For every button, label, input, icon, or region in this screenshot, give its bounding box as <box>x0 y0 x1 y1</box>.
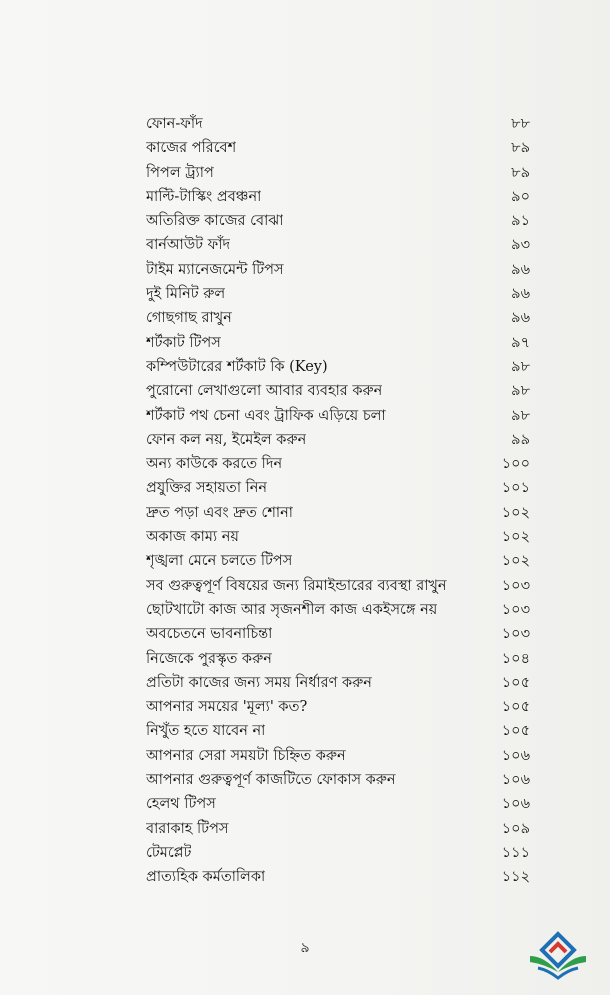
toc-entry-page: ১০৬ <box>501 772 530 789</box>
publisher-logo-icon <box>526 930 590 980</box>
toc-entry-page: ১০৩ <box>501 577 530 594</box>
toc-entry-title: আপনার সেরা সময়টা চিহ্নিত করুন <box>146 747 346 764</box>
toc-entry <box>146 501 530 525</box>
toc-entry <box>146 695 530 719</box>
toc-entry <box>146 574 530 598</box>
toc-entry-page: ১০৫ <box>501 699 530 716</box>
toc-entry-page: ৮৯ <box>511 140 530 157</box>
toc-entry-title: হেলথ টিপস <box>146 796 216 813</box>
toc-entry-title: অকাজ কাম্য নয় <box>146 529 239 546</box>
toc-entry-title: অন্য কাউকে করতে দিন <box>146 456 283 473</box>
toc-entry-title: ফোন-ফাঁদ <box>146 116 203 132</box>
toc-entry-page: ১০৬ <box>501 747 530 764</box>
toc-entry <box>146 379 530 403</box>
toc-entry-page: ১০৩ <box>501 626 530 643</box>
toc-entry-page: ১০৬ <box>501 796 530 813</box>
toc-entry <box>146 817 530 841</box>
toc-entry-title: পুরোনো লেখাগুলো আবার ব্যবহার করুন <box>146 383 383 400</box>
toc-entry <box>146 768 530 792</box>
toc-entry-title: গোছগাছ রাখুন <box>146 310 232 327</box>
toc-entry-title: কাজের পরিবেশ <box>146 140 237 157</box>
toc-entry-page: ১০২ <box>501 504 530 521</box>
toc-entry-page: ৯৬ <box>511 310 530 327</box>
toc-entry-title: অতিরিক্ত কাজের বোঝা <box>146 213 284 230</box>
toc-entry <box>146 233 530 257</box>
toc-entry-page: ৮৮ <box>511 116 530 132</box>
toc-entry-title: প্রযুক্তির সহায়তা নিন <box>146 480 268 497</box>
toc-entry <box>146 647 530 671</box>
toc-entry <box>146 112 530 136</box>
toc-entry <box>146 792 530 816</box>
toc-entry <box>146 671 530 695</box>
toc-entry <box>146 258 530 282</box>
toc-entry-title: শর্টকাট পথ চেনা এবং ট্রাফিক এড়িয়ে চলা <box>146 407 386 424</box>
toc-entry-title: নিজেকে পুরস্কৃত করুন <box>146 650 272 667</box>
toc-entry <box>146 525 530 549</box>
toc-entry <box>146 282 530 306</box>
toc-entry <box>146 161 530 185</box>
toc-entry-title: সব গুরুত্বপূর্ণ বিষয়ের জন্য রিমাইন্ডারের ব্যবস্থা রাখুন <box>146 577 447 594</box>
toc-entry-page: ৯৬ <box>511 286 530 303</box>
toc-entry <box>146 185 530 209</box>
toc-entry-title: দুই মিনিট রুল <box>146 286 226 303</box>
toc-entry-title: আপনার গুরুত্বপূর্ণ কাজটিতে ফোকাস করুন <box>146 772 396 789</box>
toc-entry <box>146 865 530 889</box>
toc-entry-page: ৯৭ <box>511 334 530 351</box>
toc-entry-title: নিখুঁত হতে যাবেন না <box>146 723 266 740</box>
toc-entry <box>146 622 530 646</box>
toc-entry <box>146 841 530 865</box>
toc-entry-title: শর্টকাট টিপস <box>146 334 221 351</box>
toc-entry-page: ৯১ <box>511 213 530 230</box>
toc-entry-page: ১০৫ <box>501 723 530 740</box>
toc-entry-title: কম্পিউটারের শর্টকাট কি (Key) <box>146 358 328 375</box>
toc-entry <box>146 598 530 622</box>
toc-entry-title: প্রতিটা কাজের জন্য সময় নির্ধারণ করুন <box>146 674 372 691</box>
toc-entry-page: ১০২ <box>501 529 530 546</box>
toc-entry <box>146 355 530 379</box>
toc-entry-title: টাইম ম্যানেজমেন্ট টিপস <box>146 261 284 278</box>
toc-entry <box>146 549 530 573</box>
toc-entry-title: শৃঙ্খলা মেনে চলতে টিপস <box>146 553 293 570</box>
toc-entry <box>146 744 530 768</box>
toc-entry-title: ছোটখাটো কাজ আর সৃজনশীল কাজ একইসঙ্গে নয় <box>146 601 438 618</box>
toc-entry-page: ৯৮ <box>511 407 530 424</box>
toc-entry-title: টেমপ্লেট <box>146 844 192 861</box>
toc-entry-page: ১১১ <box>501 844 530 861</box>
toc-entry <box>146 719 530 743</box>
toc-entry <box>146 331 530 355</box>
toc-entry-page: ১১২ <box>501 869 530 886</box>
toc-entry <box>146 306 530 330</box>
table-of-contents <box>146 112 530 890</box>
toc-entry-title: বার্নআউট ফাঁদ <box>146 237 231 254</box>
toc-entry-page: ৯৬ <box>511 261 530 278</box>
toc-entry <box>146 404 530 428</box>
toc-entry-page: ৯৯ <box>511 431 530 448</box>
toc-entry-page: ১০৪ <box>501 650 530 667</box>
toc-entry-page: ১০১ <box>501 480 530 497</box>
toc-entry-page: ৯৮ <box>511 383 530 400</box>
toc-entry-title: প্রাত্যহিক কর্মতালিকা <box>146 869 266 886</box>
toc-entry <box>146 452 530 476</box>
toc-entry-title: আপনার সময়ের 'মূল্য' কত? <box>146 699 308 716</box>
toc-entry-title: মাল্টি-টাস্কিং প্রবঞ্চনা <box>146 188 262 205</box>
toc-entry-title: অবচেতনে ভাবনাচিন্তা <box>146 626 273 643</box>
toc-entry-page: ১০০ <box>501 456 530 473</box>
toc-entry-page: ১০৫ <box>501 674 530 691</box>
toc-entry-title: পিপল ট্র্যাপ <box>146 164 214 181</box>
toc-entry-page: ৯০ <box>511 188 530 205</box>
toc-entry-page: ১০৯ <box>501 820 530 837</box>
toc-entry-page: ১০২ <box>501 553 530 570</box>
toc-entry-page: ১০৩ <box>501 601 530 618</box>
toc-entry-title: ফোন কল নয়, ইমেইল করুন <box>146 431 307 448</box>
toc-entry-title: বারাকাহ টিপস <box>146 820 229 837</box>
toc-entry-page: ৯৮ <box>511 358 530 375</box>
toc-entry <box>146 209 530 233</box>
toc-entry <box>146 428 530 452</box>
page-number: ৯ <box>300 940 310 956</box>
toc-entry-page: ৯৩ <box>511 237 530 254</box>
toc-entry-page: ৮৯ <box>511 164 530 181</box>
toc-entry <box>146 476 530 500</box>
toc-entry <box>146 136 530 160</box>
toc-entry-title: দ্রুত পড়া এবং দ্রুত শোনা <box>146 504 293 521</box>
